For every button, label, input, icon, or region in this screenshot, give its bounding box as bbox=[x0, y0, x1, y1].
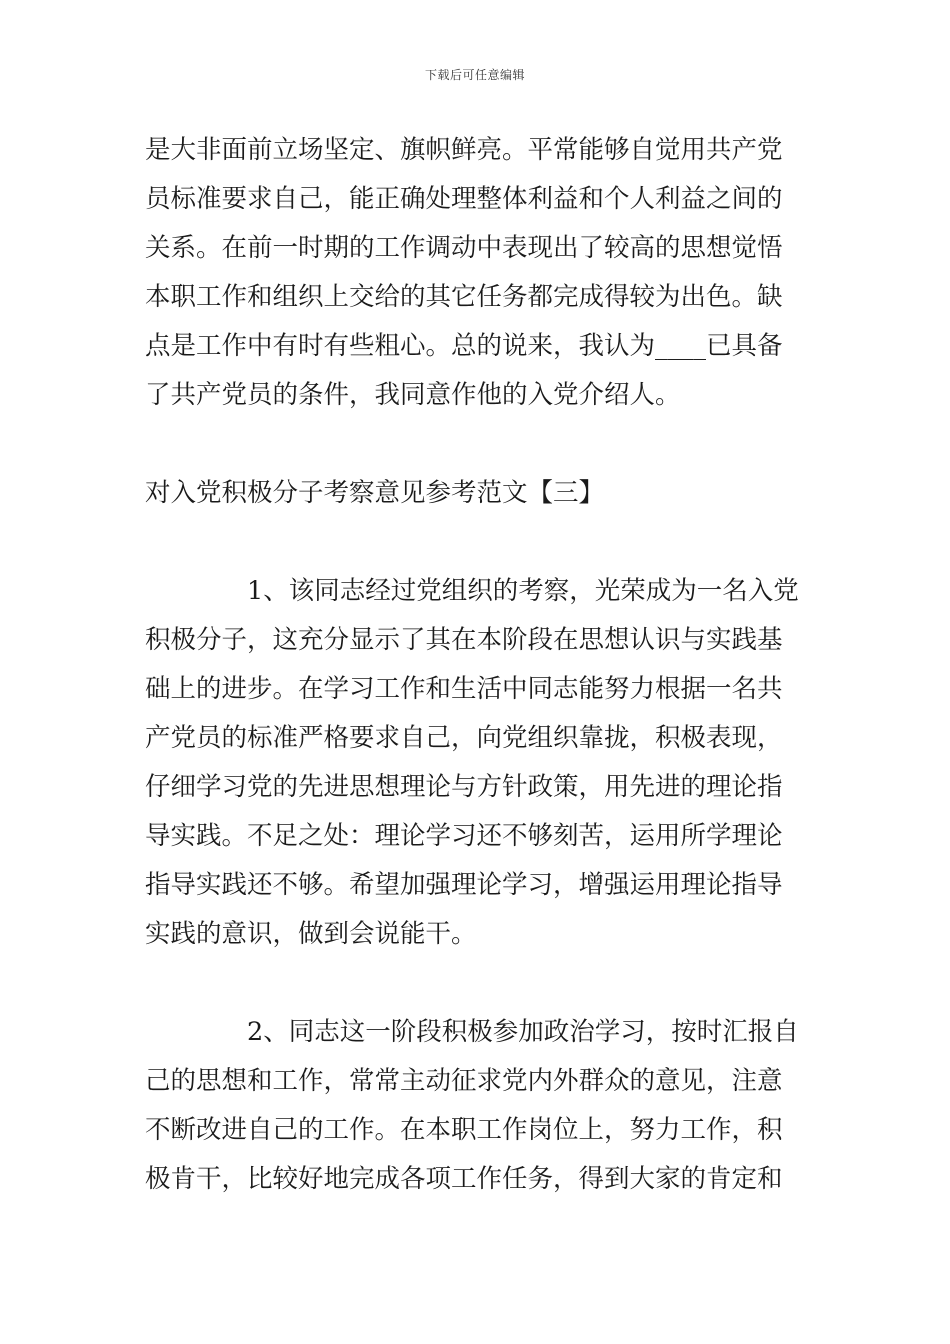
paragraph-spacer bbox=[145, 518, 805, 567]
paragraph-line: 不断改进自己的工作。在本职工作岗位上，努力工作，积 bbox=[145, 1115, 783, 1145]
paragraph-spacer bbox=[145, 959, 805, 1008]
paragraph-line: 产党员的标准严格要求自己，向党组织靠拢，积极表现， bbox=[145, 723, 783, 753]
paragraph-line: 指导实践还不够。希望加强理论学习，增强运用理论指导 bbox=[145, 870, 783, 900]
paragraph-line: 了共产党员的条件，我同意作他的入党介绍人。 bbox=[145, 380, 681, 410]
document-body bbox=[145, 126, 805, 1204]
paragraph-line: 关系。在前一时期的工作调动中表现出了较高的思想觉悟 bbox=[145, 233, 783, 263]
paragraph-line: 1、该同志经过党组织的考察，光荣成为一名入党 bbox=[247, 576, 799, 606]
paragraph-line: 本职工作和组织上交给的其它任务都完成得较为出色。缺 bbox=[145, 282, 783, 312]
paragraph-line: 积极分子，这充分显示了其在本阶段在思想认识与实践基 bbox=[145, 625, 783, 655]
paragraph-spacer bbox=[145, 420, 805, 469]
paragraph-intro bbox=[145, 126, 805, 420]
paragraph-line: 极肯干，比较好地完成各项工作任务，得到大家的肯定和 bbox=[145, 1164, 783, 1194]
paragraph-2 bbox=[145, 1008, 805, 1204]
section-title: 对入党积极分子考察意见参考范文【三】 bbox=[145, 478, 605, 508]
paragraph-line: 点是工作中有时有些粗心。总的说来，我认为____已具备 bbox=[145, 331, 783, 361]
paragraph-1 bbox=[145, 567, 805, 959]
paragraph-line: 是大非面前立场坚定、旗帜鲜亮。平常能够自觉用共产党 bbox=[145, 135, 783, 165]
paragraph-line: 实践的意识，做到会说能干。 bbox=[145, 919, 477, 949]
paragraph-line: 仔细学习党的先进思想理论与方针政策，用先进的理论指 bbox=[145, 772, 783, 802]
paragraph-line: 2、同志这一阶段积极参加政治学习，按时汇报自 bbox=[247, 1017, 799, 1047]
paragraph-line: 础上的进步。在学习工作和生活中同志能努力根据一名共 bbox=[145, 674, 783, 704]
page-header: 下载后可任意编辑 bbox=[424, 68, 525, 82]
paragraph-line: 员标准要求自己，能正确处理整体利益和个人利益之间的 bbox=[145, 184, 783, 214]
paragraph-line: 导实践。不足之处：理论学习还不够刻苦，运用所学理论 bbox=[145, 821, 783, 851]
paragraph-line: 己的思想和工作，常常主动征求党内外群众的意见，注意 bbox=[145, 1066, 783, 1096]
